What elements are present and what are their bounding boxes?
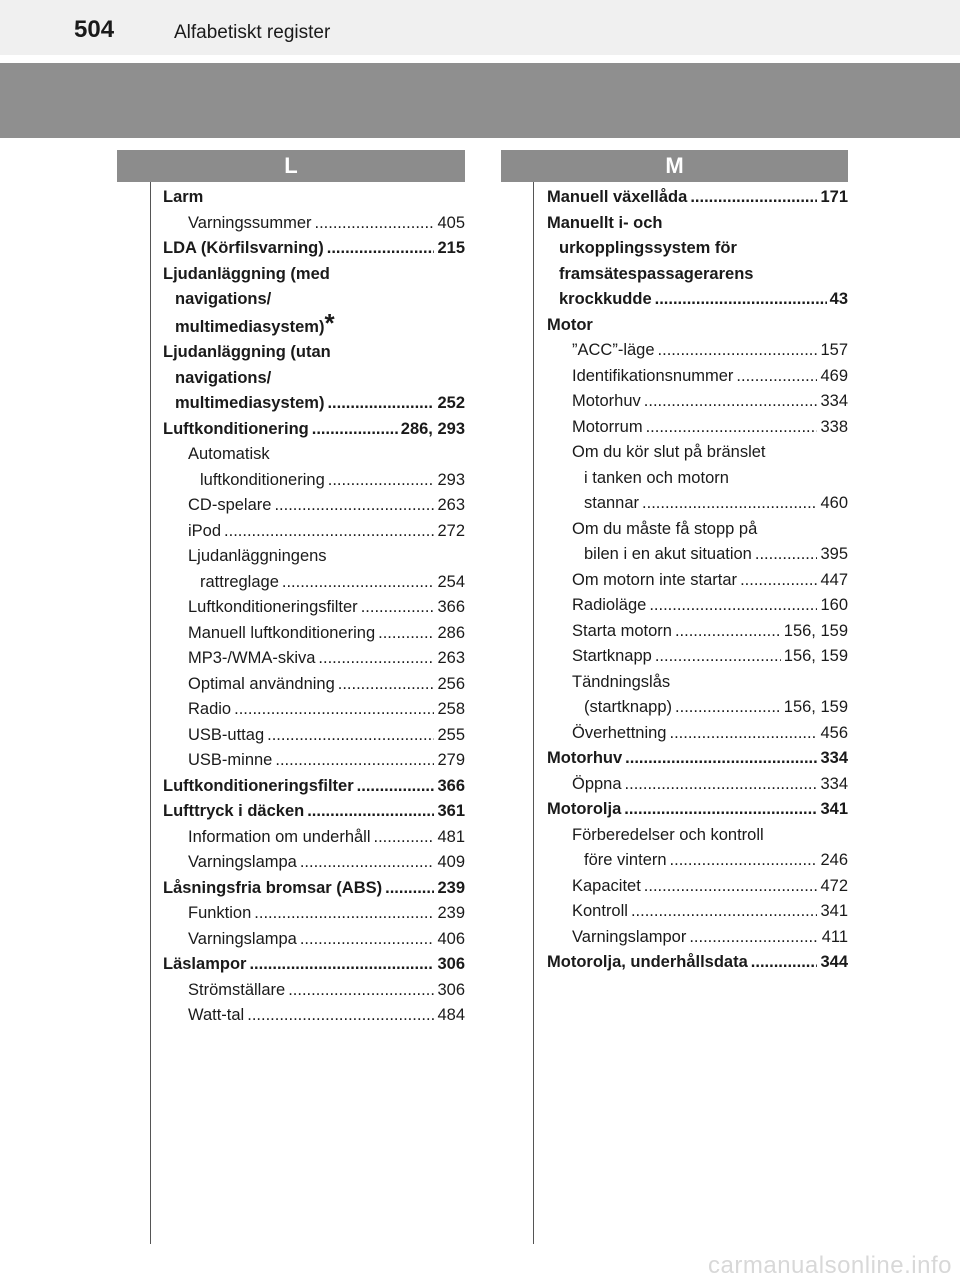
section-letter-m: M bbox=[501, 150, 848, 182]
page-reference: 456 bbox=[820, 723, 848, 742]
index-term: Radioläge bbox=[572, 596, 647, 614]
index-entry bbox=[163, 236, 465, 262]
leader-dots bbox=[624, 797, 817, 823]
index-entry-row bbox=[188, 468, 465, 494]
leader-dots bbox=[327, 391, 434, 417]
leader-dots bbox=[658, 338, 818, 364]
page-number: 504 bbox=[74, 16, 115, 43]
index-entry-row bbox=[572, 415, 848, 441]
index-term: före vintern bbox=[584, 851, 667, 869]
index-entry bbox=[547, 568, 848, 594]
index-entry bbox=[163, 621, 465, 647]
index-term: CD-spelare bbox=[188, 496, 272, 514]
index-entry-row bbox=[572, 364, 848, 390]
index-entry bbox=[163, 850, 465, 876]
index-term-line: Förberedelser och kontroll bbox=[572, 825, 764, 844]
page-reference: 239 bbox=[437, 904, 465, 922]
index-term: Kapacitet bbox=[572, 876, 641, 895]
leader-dots bbox=[740, 568, 817, 594]
leader-dots bbox=[361, 595, 435, 621]
index-entry bbox=[163, 340, 465, 417]
index-entry-row bbox=[188, 672, 465, 698]
index-entry bbox=[547, 670, 848, 721]
index-entry bbox=[547, 389, 848, 415]
page-reference: 306 bbox=[437, 955, 465, 973]
leader-dots bbox=[690, 185, 817, 211]
page-reference: 286, 293 bbox=[400, 419, 465, 438]
page-reference: 334 bbox=[820, 392, 848, 410]
leader-dots bbox=[328, 468, 435, 494]
leader-dots bbox=[644, 874, 818, 900]
index-entry-row bbox=[547, 950, 848, 976]
leader-dots bbox=[646, 415, 818, 441]
index-term: Varningslampor bbox=[572, 927, 687, 946]
page-reference: 395 bbox=[820, 545, 848, 563]
index-entry bbox=[547, 823, 848, 874]
index-term: USB-uttag bbox=[188, 725, 265, 744]
leader-dots bbox=[338, 672, 435, 698]
page-reference: 481 bbox=[437, 827, 465, 846]
page-reference: 366 bbox=[437, 598, 465, 616]
leader-dots bbox=[314, 211, 434, 237]
leader-dots bbox=[267, 723, 434, 749]
index-entry-row bbox=[188, 570, 465, 596]
index-entry bbox=[547, 313, 848, 339]
column-divider-left bbox=[150, 182, 151, 1244]
index-entry bbox=[547, 593, 848, 619]
page-reference: 306 bbox=[437, 980, 465, 999]
leader-dots bbox=[288, 978, 434, 1004]
leader-dots bbox=[649, 593, 817, 619]
index-term: (startknapp) bbox=[584, 698, 673, 716]
page-reference: 405 bbox=[437, 213, 465, 232]
index-term: Luftkonditioneringsfilter bbox=[163, 776, 354, 795]
page-reference: 334 bbox=[820, 749, 848, 767]
index-entry-row bbox=[163, 236, 465, 262]
index-entry bbox=[163, 927, 465, 953]
leader-dots bbox=[670, 848, 818, 874]
leader-dots bbox=[254, 901, 434, 927]
leader-dots bbox=[249, 952, 434, 978]
index-term: Varningslampa bbox=[188, 853, 297, 871]
index-term: Låsningsfria bromsar (ABS) bbox=[163, 878, 383, 897]
index-entry bbox=[547, 772, 848, 798]
index-entry-row bbox=[572, 619, 848, 645]
leader-dots bbox=[644, 389, 818, 415]
index-term: luftkonditionering bbox=[200, 470, 325, 489]
index-term-line: Ljudanläggning (med bbox=[163, 264, 330, 283]
index-term: Läslampor bbox=[163, 955, 247, 973]
leader-dots bbox=[318, 646, 434, 672]
page-reference: 411 bbox=[821, 927, 848, 946]
index-entry bbox=[547, 874, 848, 900]
index-term: Starta motorn bbox=[572, 621, 672, 640]
index-entry bbox=[163, 211, 465, 237]
index-term-line: navigations/ bbox=[175, 290, 272, 308]
index-entry-row bbox=[163, 952, 465, 978]
index-term: Motorhuv bbox=[547, 749, 623, 767]
index-term: stannar bbox=[584, 494, 640, 512]
index-entry-row bbox=[188, 211, 465, 237]
index-entry bbox=[163, 1003, 465, 1029]
index-entry bbox=[163, 978, 465, 1004]
index-entry-row bbox=[188, 748, 465, 774]
running-title: Alfabetiskt register bbox=[174, 22, 331, 43]
index-term: Information om underhåll bbox=[188, 827, 371, 846]
header-band bbox=[0, 63, 960, 138]
page-reference: 272 bbox=[437, 521, 465, 540]
index-entry bbox=[547, 338, 848, 364]
page-reference: 156, 159 bbox=[783, 621, 848, 640]
page-reference: 344 bbox=[820, 953, 848, 971]
leader-dots bbox=[234, 697, 434, 723]
index-term: multimediasystem) bbox=[175, 394, 325, 412]
index-entry bbox=[163, 697, 465, 723]
index-term-line: Om du måste få stopp på bbox=[572, 519, 758, 538]
index-entry bbox=[163, 748, 465, 774]
index-entry-row bbox=[572, 593, 848, 619]
index-term: Motorolja bbox=[547, 800, 622, 818]
index-term: multimediasystem) bbox=[175, 317, 325, 336]
index-entry bbox=[163, 901, 465, 927]
index-term: Motorrum bbox=[572, 417, 643, 436]
index-entry-row bbox=[547, 185, 848, 211]
index-column-m bbox=[547, 185, 848, 976]
index-entry-row bbox=[188, 493, 465, 519]
leader-dots bbox=[625, 746, 817, 772]
leader-dots bbox=[307, 799, 434, 825]
index-entry bbox=[547, 211, 848, 313]
index-term: Överhettning bbox=[572, 723, 667, 742]
index-entry-row bbox=[188, 825, 465, 851]
index-term: rattreglage bbox=[200, 572, 279, 591]
leader-dots bbox=[689, 925, 818, 951]
page-reference: 361 bbox=[437, 802, 465, 820]
index-term: Identifikationsnummer bbox=[572, 366, 734, 385]
page-reference: 406 bbox=[437, 929, 465, 948]
page-reference: 341 bbox=[820, 902, 848, 920]
index-entry-row bbox=[163, 876, 465, 902]
page-reference: 484 bbox=[437, 1006, 465, 1024]
page-reference: 156, 159 bbox=[783, 647, 848, 665]
leader-dots bbox=[274, 493, 434, 519]
index-term: Motor bbox=[547, 315, 593, 334]
index-entry bbox=[163, 646, 465, 672]
index-entry-row bbox=[547, 313, 848, 339]
index-entry-row bbox=[188, 595, 465, 621]
index-entry bbox=[163, 442, 465, 493]
index-term: Optimal användning bbox=[188, 674, 335, 693]
page-reference: 256 bbox=[437, 674, 465, 693]
index-entry-row bbox=[572, 772, 848, 798]
index-term-line: framsätespassagerarens bbox=[559, 264, 754, 283]
index-entry-row bbox=[572, 925, 848, 951]
index-entry bbox=[547, 364, 848, 390]
index-term: Manuell växellåda bbox=[547, 188, 688, 206]
index-term: bilen i en akut situation bbox=[584, 545, 752, 563]
footnote-asterisk: * bbox=[324, 307, 335, 338]
index-entry-row bbox=[163, 417, 465, 443]
page-reference: 334 bbox=[820, 774, 848, 793]
index-entry-row bbox=[188, 850, 465, 876]
leader-dots bbox=[675, 695, 781, 721]
page-reference: 239 bbox=[437, 878, 465, 897]
index-term: Larm bbox=[163, 188, 204, 206]
index-term: Lufttryck i däcken bbox=[163, 802, 305, 820]
index-term: Varningssummer bbox=[188, 213, 312, 232]
index-term: Startknapp bbox=[572, 647, 652, 665]
leader-dots bbox=[282, 570, 435, 596]
leader-dots bbox=[378, 621, 434, 647]
leader-dots bbox=[374, 825, 435, 851]
page-reference: 293 bbox=[437, 470, 465, 489]
index-entry-row bbox=[163, 185, 465, 211]
index-entry-row bbox=[188, 697, 465, 723]
index-entry bbox=[547, 950, 848, 976]
leader-dots bbox=[327, 236, 435, 262]
index-entry-row bbox=[572, 721, 848, 747]
index-entry bbox=[163, 825, 465, 851]
index-term: LDA (Körfilsvarning) bbox=[163, 239, 324, 257]
index-entry-row bbox=[188, 621, 465, 647]
index-entry bbox=[163, 544, 465, 595]
page-reference: 160 bbox=[820, 596, 848, 614]
leader-dots bbox=[669, 721, 817, 747]
index-term: Luftkonditioneringsfilter bbox=[188, 598, 358, 616]
index-entry-row bbox=[572, 542, 848, 568]
index-entry bbox=[163, 952, 465, 978]
watermark: carmanualsonline.info bbox=[708, 1252, 952, 1279]
index-entry bbox=[547, 185, 848, 211]
index-entry-row bbox=[188, 978, 465, 1004]
index-term: Watt-tal bbox=[188, 1006, 245, 1024]
index-entry-row bbox=[572, 899, 848, 925]
index-column-l bbox=[163, 185, 465, 1029]
index-term: iPod bbox=[188, 521, 222, 540]
index-entry-row bbox=[547, 287, 848, 313]
index-entry bbox=[163, 519, 465, 545]
index-entry-row bbox=[163, 799, 465, 825]
page-reference: 409 bbox=[437, 853, 465, 871]
index-entry-row bbox=[572, 491, 848, 517]
section-letter-l: L bbox=[117, 150, 465, 182]
index-term: Öppna bbox=[572, 774, 622, 793]
leader-dots bbox=[312, 417, 398, 443]
index-entry bbox=[163, 262, 465, 341]
page-reference: 255 bbox=[437, 725, 465, 744]
leader-dots bbox=[300, 850, 435, 876]
index-term: Radio bbox=[188, 700, 232, 718]
index-entry bbox=[547, 619, 848, 645]
page-reference: 254 bbox=[437, 572, 465, 591]
index-term: Manuell luftkonditionering bbox=[188, 623, 376, 642]
page-reference: 366 bbox=[437, 776, 465, 795]
index-entry bbox=[163, 185, 465, 211]
page-reference: 215 bbox=[437, 239, 465, 257]
index-term: ”ACC”-läge bbox=[572, 341, 655, 359]
page-reference: 447 bbox=[820, 570, 848, 589]
index-entry-row bbox=[547, 797, 848, 823]
index-entry bbox=[163, 799, 465, 825]
leader-dots bbox=[631, 899, 818, 925]
index-term-line: Tändningslås bbox=[572, 672, 671, 691]
index-term: Motorhuv bbox=[572, 392, 641, 410]
index-entry-row bbox=[572, 338, 848, 364]
leader-dots bbox=[642, 491, 817, 517]
index-entry-row bbox=[163, 774, 465, 800]
index-term: Om motorn inte startar bbox=[572, 570, 738, 589]
column-divider-right bbox=[533, 182, 534, 1244]
page-reference: 286 bbox=[437, 623, 465, 642]
index-term: Strömställare bbox=[188, 980, 286, 999]
leader-dots bbox=[755, 542, 818, 568]
page-reference: 263 bbox=[437, 496, 465, 514]
page-reference: 171 bbox=[820, 188, 848, 206]
index-entry-row bbox=[572, 389, 848, 415]
index-entry bbox=[547, 440, 848, 517]
page-reference: 460 bbox=[820, 494, 848, 512]
page-header bbox=[0, 0, 960, 55]
index-term-line: i tanken och motorn bbox=[584, 468, 729, 487]
index-term-line: Manuellt i- och bbox=[547, 213, 663, 232]
page-reference: 246 bbox=[820, 851, 848, 869]
index-entry bbox=[163, 493, 465, 519]
index-entry-row bbox=[163, 391, 465, 417]
index-entry bbox=[547, 721, 848, 747]
leader-dots bbox=[357, 774, 435, 800]
index-term-line: Ljudanläggningens bbox=[188, 547, 327, 565]
leader-dots bbox=[300, 927, 435, 953]
leader-dots bbox=[275, 748, 434, 774]
page-reference: 469 bbox=[820, 366, 848, 385]
leader-dots bbox=[385, 876, 434, 902]
index-term: Luftkonditionering bbox=[163, 419, 309, 438]
index-term: Funktion bbox=[188, 904, 252, 922]
page-reference: 472 bbox=[820, 876, 848, 895]
index-entry bbox=[547, 517, 848, 568]
index-term-line: navigations/ bbox=[175, 368, 272, 387]
leader-dots bbox=[736, 364, 817, 390]
page-reference: 156, 159 bbox=[783, 698, 848, 716]
leader-dots bbox=[655, 287, 827, 313]
index-term-line: Ljudanläggning (utan bbox=[163, 343, 331, 361]
leader-dots bbox=[655, 644, 781, 670]
index-entry bbox=[163, 774, 465, 800]
page-reference: 258 bbox=[437, 700, 465, 718]
index-entry-row bbox=[572, 568, 848, 594]
leader-dots bbox=[751, 950, 818, 976]
index-entry bbox=[547, 644, 848, 670]
leader-dots bbox=[625, 772, 818, 798]
index-entry bbox=[163, 417, 465, 443]
index-entry bbox=[163, 876, 465, 902]
index-entry-row bbox=[547, 746, 848, 772]
index-entry-row bbox=[572, 695, 848, 721]
page-reference: 338 bbox=[820, 417, 848, 436]
leader-dots bbox=[675, 619, 781, 645]
index-entry-row bbox=[188, 901, 465, 927]
index-entry bbox=[547, 899, 848, 925]
index-entry bbox=[163, 595, 465, 621]
index-entry bbox=[547, 797, 848, 823]
index-entry-row bbox=[163, 307, 465, 341]
page-reference: 263 bbox=[437, 649, 465, 667]
page-reference: 157 bbox=[820, 341, 848, 359]
index-entry-row bbox=[188, 646, 465, 672]
index-term-line: Om du kör slut på bränslet bbox=[572, 443, 766, 461]
index-entry-row bbox=[188, 927, 465, 953]
index-entry bbox=[547, 415, 848, 441]
index-term-line: Automatisk bbox=[188, 445, 270, 463]
index-entry bbox=[547, 925, 848, 951]
page-reference: 341 bbox=[820, 800, 848, 818]
index-term: Kontroll bbox=[572, 902, 628, 920]
index-entry-row bbox=[188, 1003, 465, 1029]
index-term: MP3-/WMA-skiva bbox=[188, 649, 316, 667]
index-entry-row bbox=[572, 848, 848, 874]
index-entry-row bbox=[188, 723, 465, 749]
leader-dots bbox=[247, 1003, 434, 1029]
page-reference: 279 bbox=[437, 751, 465, 769]
index-entry bbox=[163, 672, 465, 698]
index-entry-row bbox=[572, 644, 848, 670]
index-entry-row bbox=[188, 519, 465, 545]
page-reference: 252 bbox=[437, 394, 465, 412]
index-entry bbox=[547, 746, 848, 772]
leader-dots bbox=[224, 519, 434, 545]
index-term: Motorolja, underhållsdata bbox=[547, 953, 748, 971]
index-term-line: urkopplingssystem för bbox=[559, 239, 737, 257]
index-term: krockkudde bbox=[559, 290, 652, 308]
index-entry-row bbox=[572, 874, 848, 900]
page-reference: 43 bbox=[829, 290, 848, 308]
index-term: USB-minne bbox=[188, 751, 273, 769]
index-entry bbox=[163, 723, 465, 749]
index-term: Varningslampa bbox=[188, 929, 297, 948]
